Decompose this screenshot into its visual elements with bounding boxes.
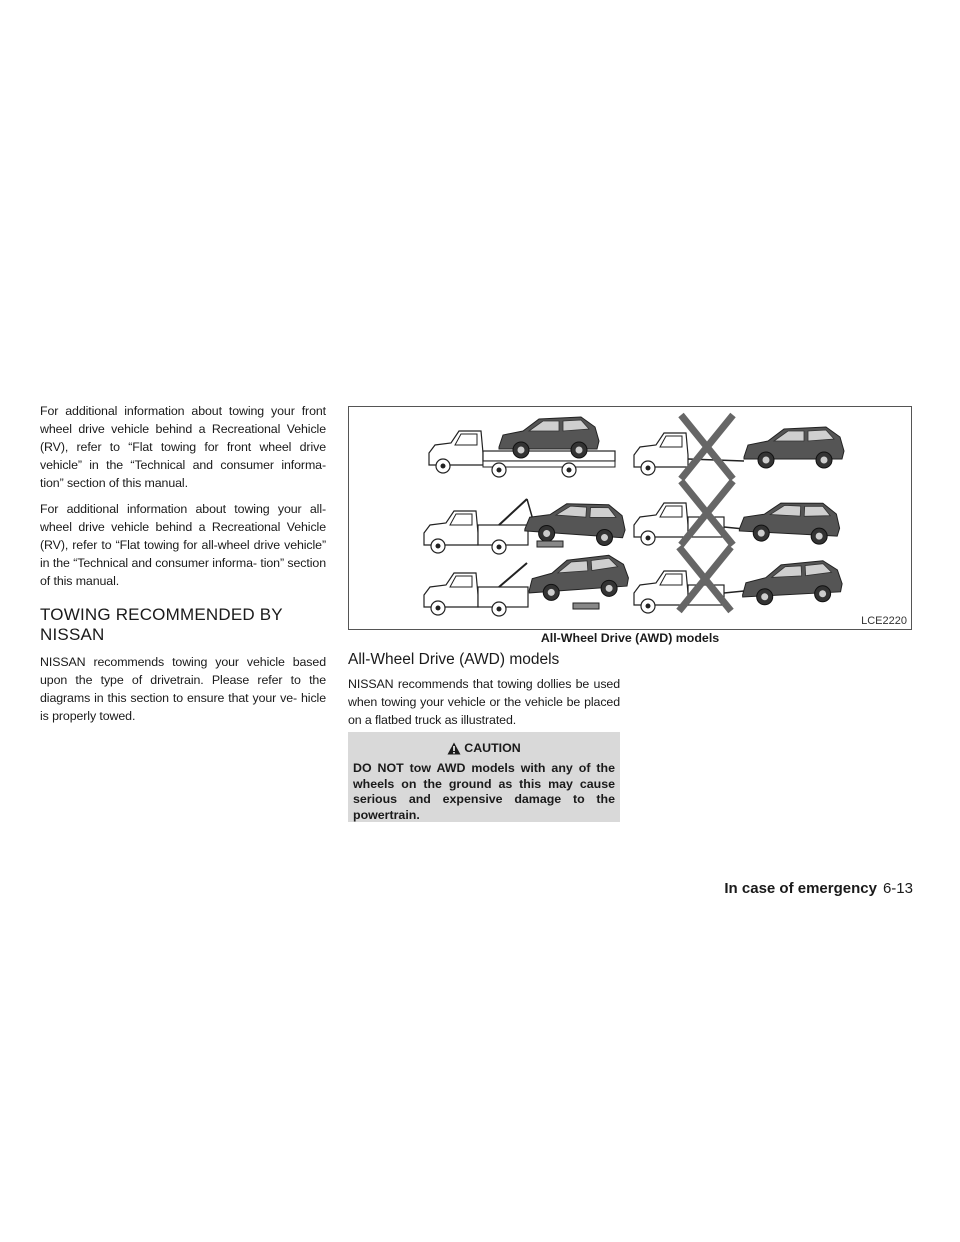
caution-text: DO NOT tow AWD models with any of the wheels on the ground as this may cause serious and expensive damage to the powertrain. bbox=[353, 761, 615, 822]
paragraph-front-wheel-drive: For additional information about towing your front wheel drive vehicle behind a Recreational Vehicle (RV), refer to “Flat towing for front wheel drive vehicle” in the “Technical and consumer informa- tion” section of this manual. bbox=[40, 404, 326, 490]
towing-diagram bbox=[349, 407, 911, 629]
caution-box bbox=[348, 732, 620, 822]
awd-paragraph: NISSAN recommends that towing dollies be used when towing your vehicle or the vehicle be placed on a flatbed truck as illustrated. bbox=[348, 677, 620, 727]
left-column bbox=[40, 402, 326, 733]
page-footer bbox=[724, 880, 913, 897]
towing-diagram-figure bbox=[348, 406, 912, 630]
awd-models-heading: All-Wheel Drive (AWD) models bbox=[348, 651, 560, 668]
paragraph-towing-recommendation: NISSAN recommends towing your vehicle based upon the type of drivetrain. Please refer to the diagrams in this section to ensure that your ve- hicle is properly towed. bbox=[40, 655, 326, 723]
figure-caption: All-Wheel Drive (AWD) models bbox=[540, 631, 720, 645]
paragraph-all-wheel-drive: For additional information about towing your all- wheel drive vehicle behind a Recreational Vehicle (RV), refer to “Flat towing for all-wheel drive vehicle” in the “Technical and consumer informa- tion” section of this manual. bbox=[40, 502, 326, 588]
tow-dolly-rear-illustration bbox=[424, 554, 630, 616]
tow-dolly-front-illustration bbox=[424, 499, 627, 554]
towing-recommended-heading: TOWING RECOMMENDED BY NISSAN bbox=[40, 605, 283, 644]
caution-label: CAUTION bbox=[464, 741, 521, 755]
warning-icon bbox=[447, 742, 461, 755]
footer-section-title: In case of emergency bbox=[724, 880, 877, 897]
flatbed-truck-illustration bbox=[429, 417, 615, 477]
prohibited-wheel-lift-rear-illustration bbox=[634, 547, 843, 613]
figure-code: LCE2220 bbox=[861, 615, 907, 627]
awd-section bbox=[348, 675, 620, 737]
prohibited-flat-tow-illustration bbox=[634, 415, 844, 479]
page-number: 6-13 bbox=[882, 880, 913, 897]
prohibited-wheel-lift-front-illustration bbox=[634, 481, 841, 545]
caution-header bbox=[348, 741, 620, 755]
